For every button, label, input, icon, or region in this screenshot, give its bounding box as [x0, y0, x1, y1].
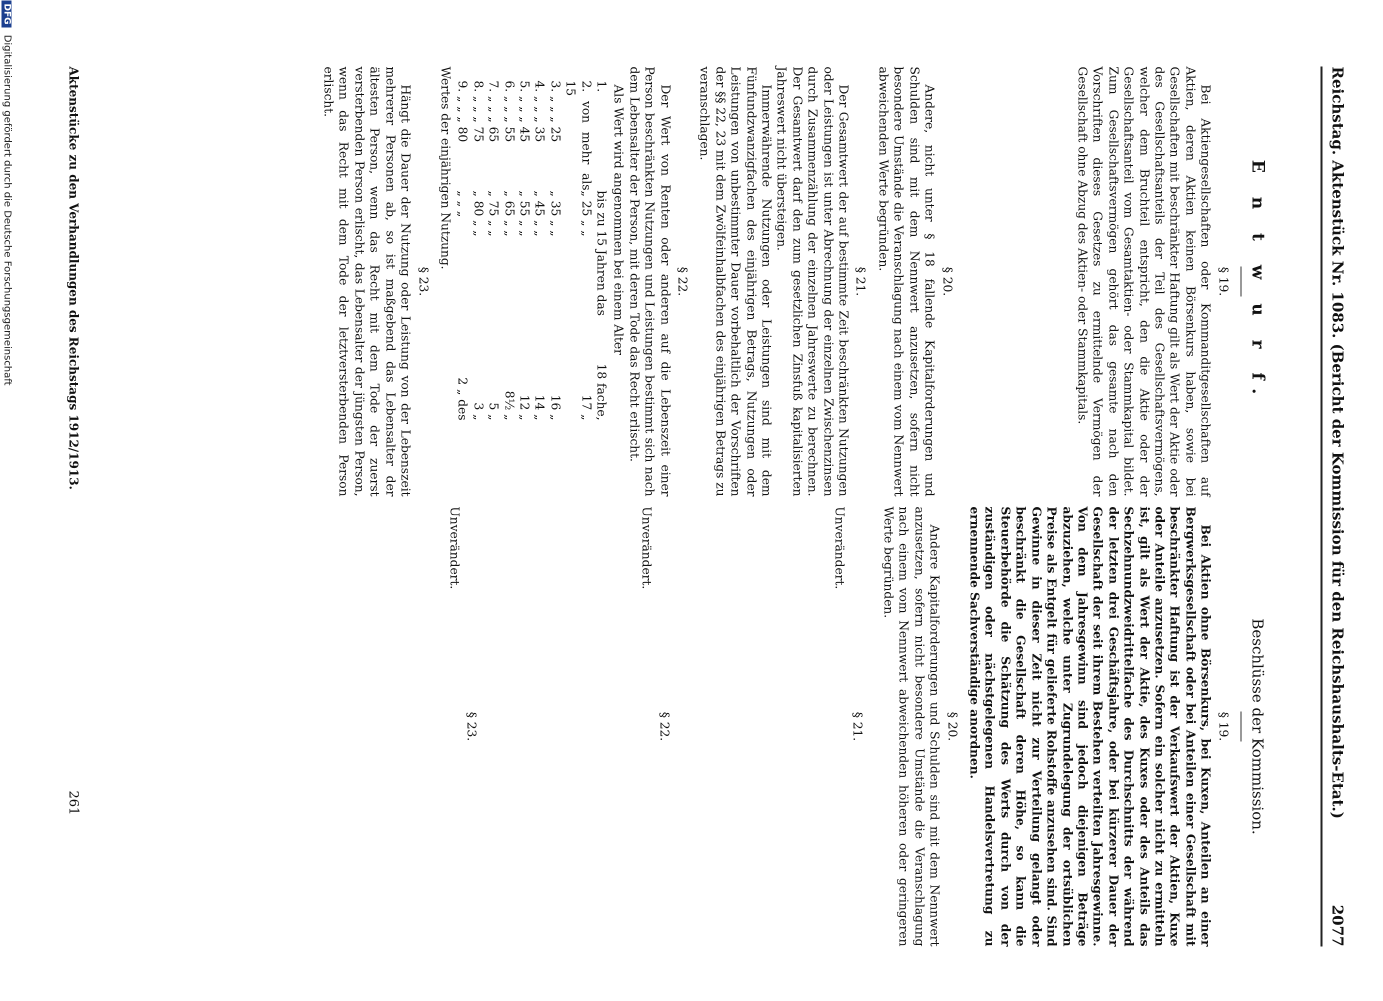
section-23-unchanged: Unverändert. [447, 506, 462, 590]
draft-heading: E n t w u r f. [1247, 159, 1268, 404]
factor-cell: 5 „ [486, 402, 501, 421]
document-page [0, 1, 1383, 1001]
table-row [454, 67, 469, 497]
age-from-cell: 6. „ „ „ 55 [502, 80, 517, 143]
age-to-cell: „ 45 „ „ [532, 190, 547, 237]
dfg-logo: DFG [2, 1, 12, 28]
factor-cell: 14 „ [532, 394, 547, 421]
section-23-title: § 23. [464, 711, 479, 742]
table-row [470, 67, 485, 497]
section-19-text: Bei Aktiengesellschaften oder Kommanditgesellschaften auf Aktien, deren Aktien keinen Börsenkurs haben, sowie bei Gesellschaften mit beschränkter Haftung gilt als Wert der Aktie oder des Gesellschaftsanteils der Teil des Gesellschaftsvermögens, welcher dem Bruchteil entspricht, den die Aktie oder der Gesellschaftsanteil vom Gesamtaktien- oder Stammkapital bildet. Zum Gesellschaftsvermögen gehört das gesamte nach den Vorschriften dieses Gesetzes zu ermittelnde Vermögen der Gesellschaft ohne Abzug des Aktien- oder Stammkapitals. [1075, 66, 1213, 497]
factor-cell: 3 „ [471, 402, 486, 421]
section-22-title: § 22. [675, 266, 690, 297]
age-from-cell: 8. „ „ „ 75 [471, 80, 486, 143]
table-row [593, 67, 608, 497]
section-23-text: Hängt die Dauer der Nutzung oder Leistung von der Lebenszeit mehrerer Personen ab, so ist maßgebend das Lebensalter der ältesten Person, wenn das Recht mit dem Tode der zuerst versterbenden Person erlischt, das Lebensalter der jüngsten Person, wenn das Recht mit dem Tode der letztversterbenden Person erlischt. [321, 66, 413, 497]
section-21-title: § 21. [850, 711, 865, 742]
age-to-cell: „ 75 „ „ [486, 190, 501, 237]
age-to-cell: bis zu 15 Jahren das [594, 190, 609, 316]
age-factor-table [454, 67, 608, 497]
table-row [485, 67, 500, 497]
draft-column [320, 66, 1268, 497]
age-from-cell: 9. „ „ „ 80 [455, 80, 470, 143]
footer-source: Aktenstücke zu den Verhandlungen des Reichstags 1912/1913. [66, 66, 81, 490]
section-20-title: § 20. [940, 266, 955, 297]
age-from-cell: 2. von mehr als 15 [563, 80, 594, 191]
age-to-cell: „ 80 „ „ [471, 190, 486, 237]
table-row [547, 67, 562, 497]
divider [1240, 267, 1241, 297]
resolutions-column [446, 507, 1265, 947]
section-22-unchanged: Unverändert. [639, 506, 654, 590]
header-title: Reichstag. Aktenstück Nr. 1083. (Bericht der Kommission für den Reichshaushalts-Etat.) [1328, 66, 1347, 819]
section-21-paragraph-2: Immerwährende Nutzungen oder Leistungen sind mit dem Fünfundzwanzigfachen des einjährigen Betrags, Nutzungen oder Leistungen von unbestimmter Dauer vorbehaltlich der Vorschriften der §§ 22, 23 mit dem Zwölfeinhalbfachen des einjährigen Betrags zu veranschlagen. [697, 66, 774, 497]
factor-cell: 8½ „ [502, 390, 517, 421]
factor-cell: 2 „ des [455, 377, 470, 421]
section-20-text: Andere, nicht unter § 18 fallende Kapitalforderungen und Schulden sind mit dem Nennwert anzusetzen, sofern nicht besondere Umstände die Veranschlagung nach einem vom Nennwert abweichenden Werte begründen. [876, 66, 937, 497]
resolutions-heading: Beschlüsse der Kommission. [1248, 618, 1267, 835]
header-rule [1321, 67, 1323, 947]
table-row [531, 67, 546, 497]
factor-cell: 18 fache, [594, 363, 609, 421]
footer-page-number: 261 [65, 790, 81, 816]
age-to-cell: „ „ „ [455, 190, 470, 218]
section-23-title: § 23. [416, 266, 431, 297]
age-to-cell: „ 25 „ „ [579, 190, 594, 237]
section-22-paragraph-3: Wertes der einjährigen Nutzung. [438, 66, 453, 270]
digitization-text: Digitalisierung gefördert durch die Deutsche Forschungsgemeinschaft [1, 34, 13, 386]
age-from-cell: 1. [594, 80, 609, 93]
factor-cell: 12 „ [517, 394, 532, 421]
age-to-cell: „ 35 „ „ [548, 190, 563, 237]
divider [1240, 712, 1241, 742]
digitization-note [2, 1, 13, 1001]
table-row [501, 67, 516, 497]
section-22-title: § 22. [657, 711, 672, 742]
section-20-text: Andere Kapitalforderungen und Schulden sind mit dem Nennwert anzusetzen, sofern nicht besondere Umstände die Veranschlagung nach einem vom Nennwert abweichenden höheren oder geringeren Werte begründen. [881, 506, 942, 947]
section-20-title: § 20. [945, 711, 960, 742]
age-from-cell: 7. „ „ „ 65 [486, 80, 501, 143]
age-from-cell: 4. „ „ „ 35 [532, 80, 547, 143]
section-21-paragraph-1: Der Gesamtwert der auf bestimmte Zeit beschränkten Nutzungen oder Leistungen ist unter Abrechnung der einzelnen Zwischenzinsen durch Zusammenzählung der einzelnen Jahreswerte zu berechnen. Der Gesamtwert darf den zum gesetzlichen Zinsfuß kapitalisierten Jahreswert nicht übersteigen. [774, 66, 851, 497]
section-19-title: § 19. [1216, 266, 1231, 297]
table-row [516, 67, 531, 497]
factor-cell: 16 „ [548, 394, 563, 421]
section-22-paragraph-2: Als Wert wird angenommen bei einem Alter [611, 84, 626, 355]
section-19-text: Bei Aktien ohne Börsenkurs, bei Kuxen, Anteilen an einer Bergwerksgesellschaft oder bei Anteilen einer Gesellschaft mit beschränkter Haftung ist der Verkaufswert der Aktien, Kuxe oder Anteile anzusetzen. Sofern ein solcher nicht zu ermitteln ist, gilt als Wert der Aktie, des Kuxes oder des Anteils das Sechzehnundzweidrittelfache des Durchschnitts der während der letzten drei Geschäftsjahre, oder bei kürzerer Dauer der Gesellschaft der seit ihrem Bestehen verteilten Jahresgewinne. Von dem Jahresgewinn sind jedoch diejenigen Beträge abzuziehen, welche unter Zugrundelegung der ortsüblichen Preise als Entgelt für gelieferte Rohstoffe anzusehen sind. Sind Gewinne in dieser Zeit nicht zur Verteilung gelangt oder beschränkt die Gesellschaft deren Höhe, so kann die Steuerbehörde die Schätzung des Werts durch von der zuständigen oder nächstgelegenen Handelsvertretung zu ernennende Sachverständige anordnen. [967, 506, 1213, 947]
age-from-cell: 5. „ „ „ 45 [517, 80, 532, 143]
factor-cell: 17 „ [579, 394, 594, 421]
page-number: 2077 [1328, 904, 1347, 947]
age-to-cell: „ 55 „ „ [517, 190, 532, 237]
age-to-cell: „ 65 „ „ [502, 190, 517, 237]
section-21-title: § 21. [854, 266, 868, 297]
section-22-paragraph-1: Der Wert von Renten oder anderen auf die Lebenszeit einer Person beschränkten Nutzungen und Leistungen bestimmt sich nach dem Lebensalter der Person, mit deren Tode das Recht erlischt. [627, 66, 673, 497]
table-row [562, 67, 593, 497]
section-21-unchanged: Unverändert. [832, 506, 847, 590]
age-from-cell: 3. „ „ „ 25 [548, 80, 563, 143]
section-19-title: § 19. [1216, 711, 1231, 742]
